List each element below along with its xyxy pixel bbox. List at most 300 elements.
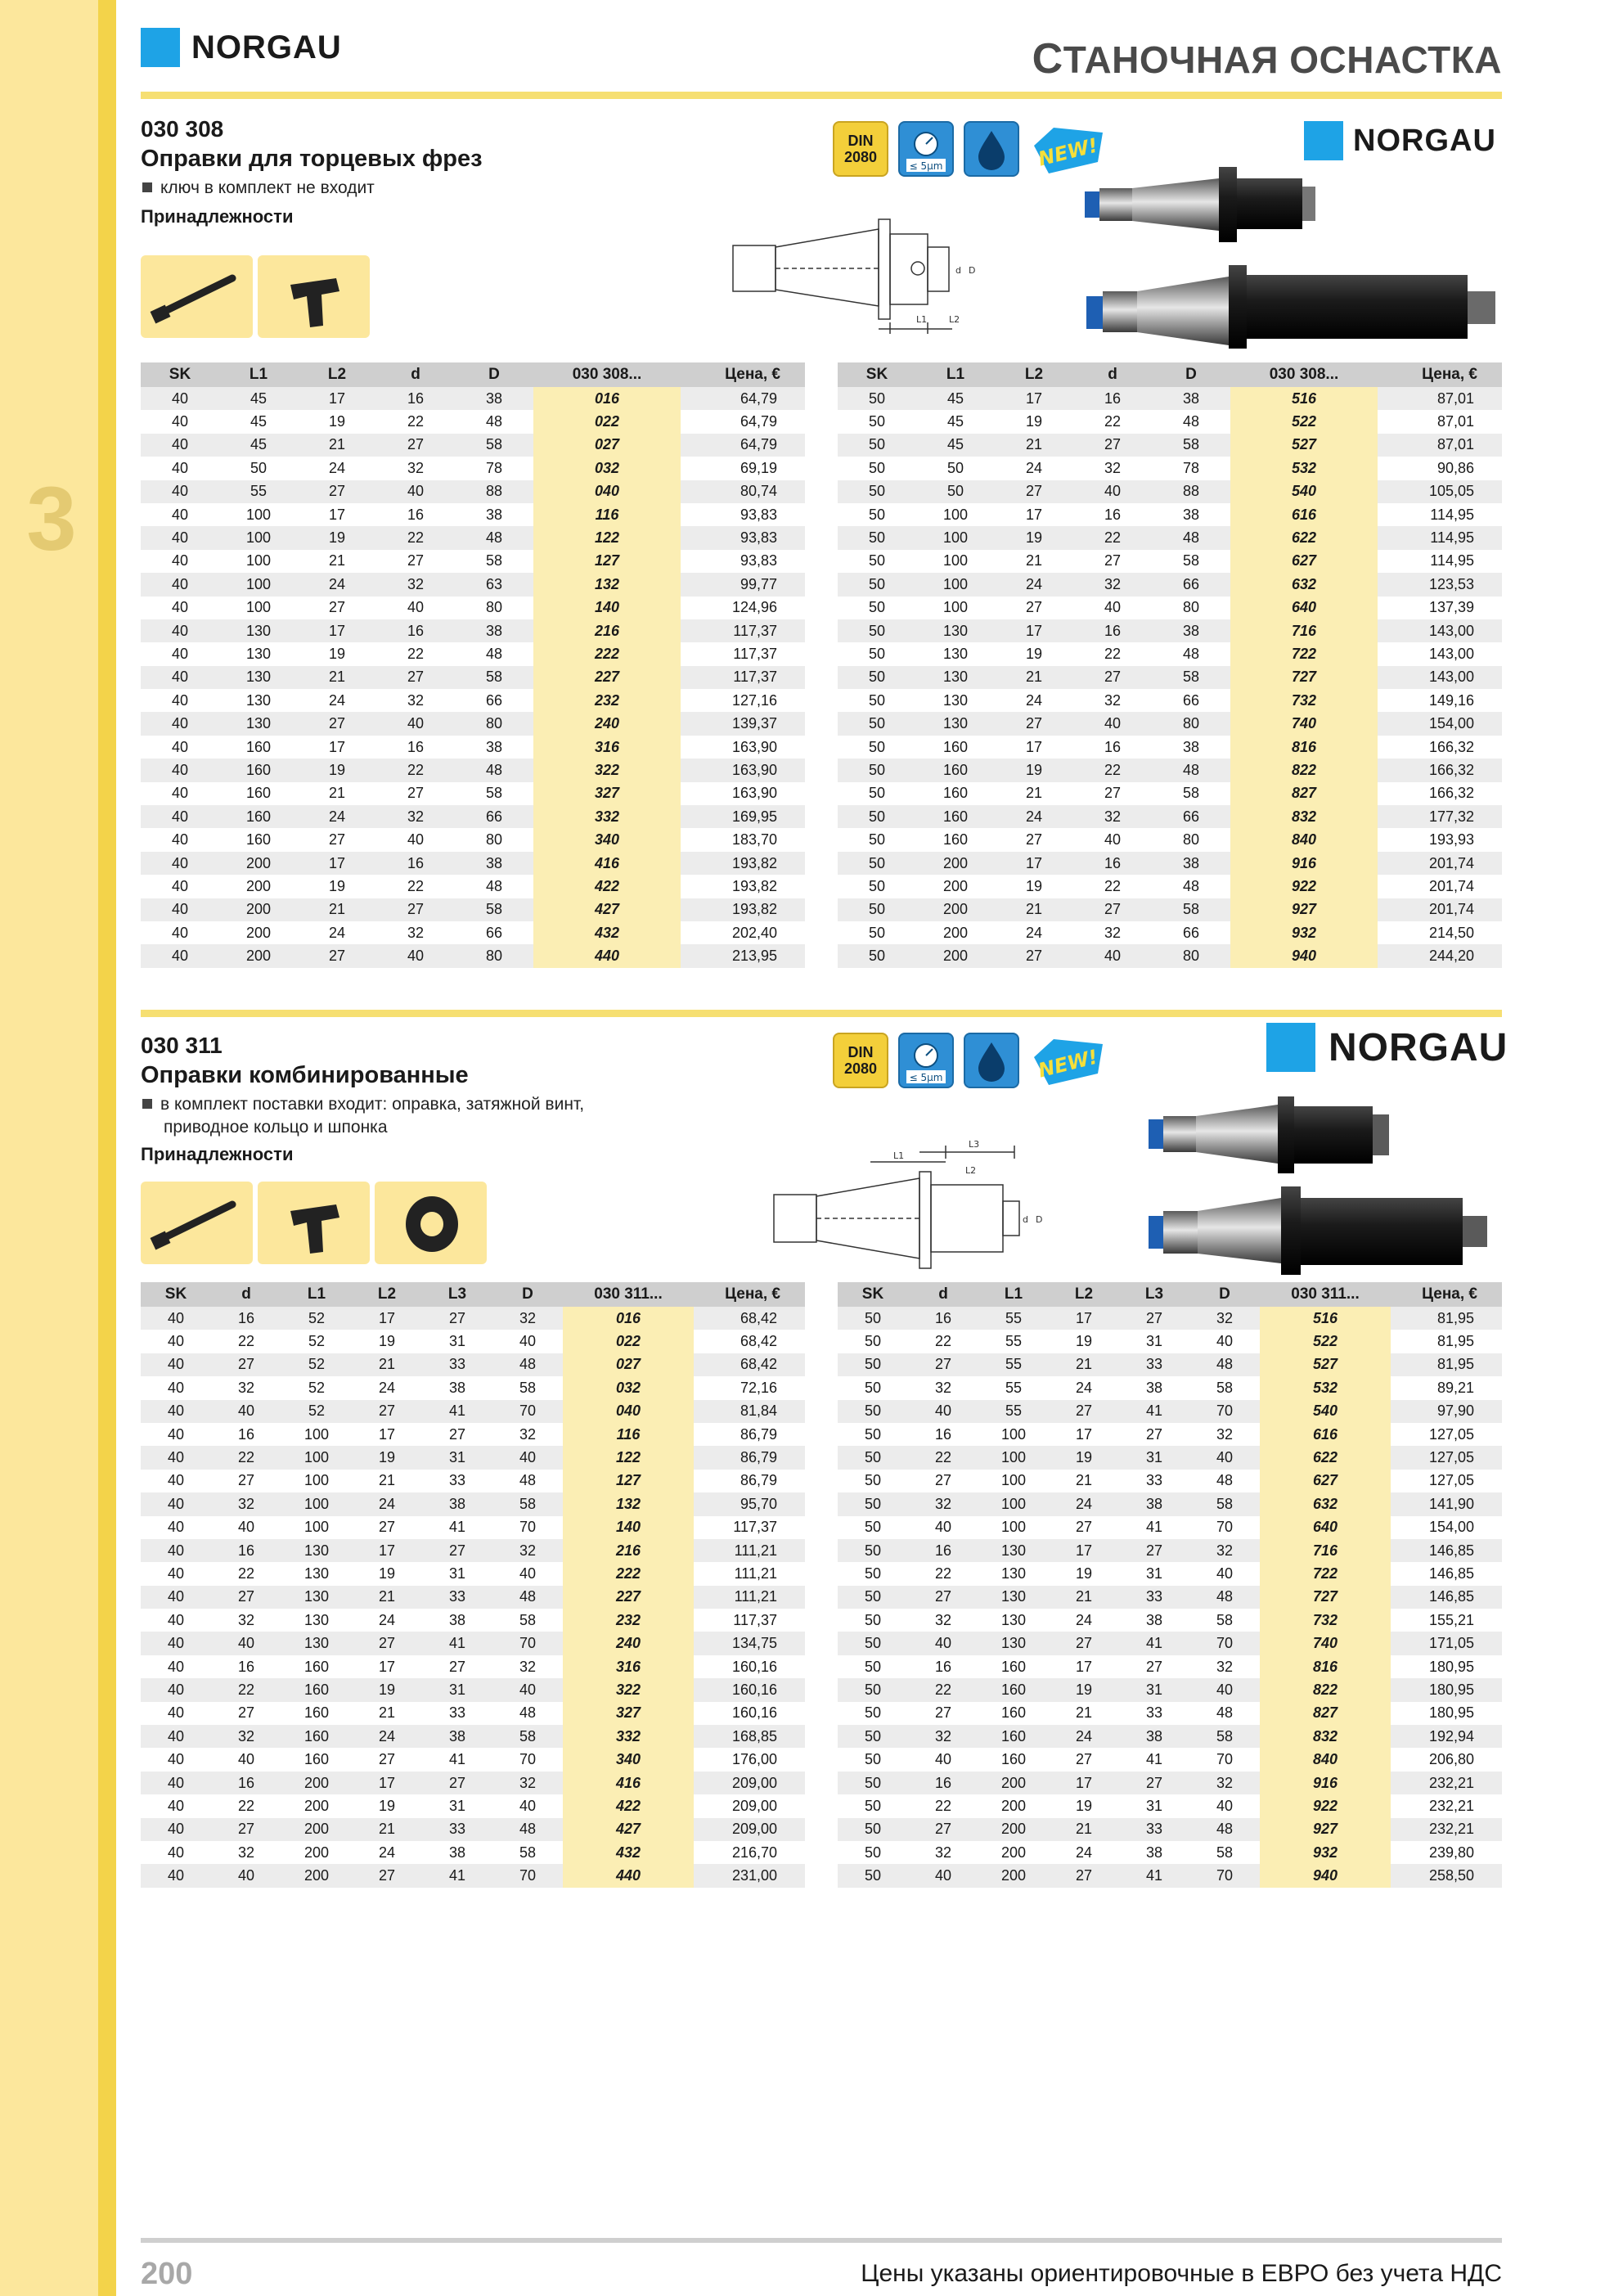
- table-cell: 40: [141, 759, 219, 781]
- table-cell: 50: [838, 782, 916, 805]
- table-cell: 27: [1049, 1516, 1119, 1539]
- article-code-cell: 027: [563, 1353, 694, 1376]
- table-cell: 100: [281, 1446, 352, 1469]
- table-cell: 40: [908, 1516, 978, 1539]
- table-cell: 38: [455, 503, 533, 526]
- table-cell: 66: [1152, 921, 1230, 944]
- table-cell: 40: [492, 1446, 563, 1469]
- table-cell: 200: [219, 875, 298, 898]
- table-cell: 80: [1152, 828, 1230, 851]
- table-cell: 32: [908, 1725, 978, 1748]
- table-cell: 24: [995, 457, 1073, 479]
- article-code-cell: 516: [1260, 1307, 1391, 1330]
- table-cell: 100: [978, 1470, 1049, 1492]
- table-cell: 27: [1049, 1864, 1119, 1887]
- table-cell: 40: [141, 944, 219, 967]
- table-row: [838, 1678, 1502, 1701]
- table-cell: 40: [908, 1864, 978, 1887]
- table-cell: 32: [1189, 1539, 1260, 1562]
- price-cell: 127,05: [1391, 1470, 1502, 1492]
- table-cell: 40: [376, 944, 455, 967]
- table-cell: 40: [141, 921, 219, 944]
- table-cell: 40: [211, 1864, 281, 1887]
- table-row: [141, 1376, 805, 1399]
- table-cell: 32: [908, 1609, 978, 1632]
- table-cell: 22: [211, 1562, 281, 1585]
- table-cell: 16: [376, 736, 455, 759]
- price-cell: 160,16: [694, 1655, 805, 1678]
- section1-code: 030 308: [141, 116, 224, 142]
- table-cell: 27: [211, 1702, 281, 1725]
- table-row: [838, 666, 1502, 689]
- price-cell: 209,00: [694, 1794, 805, 1817]
- table-cell: 48: [455, 875, 533, 898]
- table-cell: 32: [211, 1492, 281, 1515]
- table-cell: 33: [1119, 1470, 1189, 1492]
- table-cell: 160: [978, 1678, 1049, 1701]
- table-row: [838, 526, 1502, 549]
- article-code-cell: 132: [533, 573, 681, 596]
- table-row: [838, 759, 1502, 781]
- col-header: Цена, €: [1391, 1282, 1502, 1307]
- price-cell: 117,37: [681, 619, 805, 642]
- table-cell: 22: [211, 1330, 281, 1353]
- article-code-cell: 940: [1230, 944, 1378, 967]
- article-code-cell: 827: [1230, 782, 1378, 805]
- table-cell: 22: [376, 759, 455, 781]
- table-cell: 32: [376, 457, 455, 479]
- table-cell: 50: [838, 1492, 908, 1515]
- svg-text:L1: L1: [893, 1150, 905, 1161]
- table-cell: 33: [1119, 1353, 1189, 1376]
- table-cell: 58: [1152, 434, 1230, 457]
- article-code-cell: 332: [563, 1725, 694, 1748]
- coolant-drop-icon: [964, 1033, 1019, 1088]
- section-divider-rule: [141, 1010, 1502, 1017]
- article-code-cell: 132: [563, 1492, 694, 1515]
- table-cell: 16: [1073, 503, 1152, 526]
- table-cell: 22: [1073, 875, 1152, 898]
- article-code-cell: 732: [1260, 1609, 1391, 1632]
- accessory-key-wrench[interactable]: [141, 1182, 253, 1264]
- table-cell: 31: [1119, 1446, 1189, 1469]
- table-cell: 40: [141, 619, 219, 642]
- accessory-drive-ring[interactable]: [375, 1182, 487, 1264]
- accessory-key-wrench[interactable]: [141, 255, 253, 338]
- table-cell: 40: [141, 1864, 211, 1887]
- table-row: [838, 434, 1502, 457]
- table-cell: 31: [422, 1562, 492, 1585]
- table-row: [141, 828, 805, 851]
- table-cell: 19: [995, 759, 1073, 781]
- accessory-key-t-bolt[interactable]: [258, 1182, 370, 1264]
- table-cell: 40: [376, 712, 455, 735]
- table-cell: 40: [141, 689, 219, 712]
- table-cell: 40: [141, 457, 219, 479]
- table-cell: 21: [995, 666, 1073, 689]
- article-code-cell: 427: [563, 1818, 694, 1841]
- table-cell: 50: [838, 712, 916, 735]
- price-cell: 127,05: [1391, 1446, 1502, 1469]
- table-cell: 40: [141, 852, 219, 875]
- table-row: [141, 1841, 805, 1864]
- article-code-cell: 927: [1260, 1818, 1391, 1841]
- article-code-cell: 240: [563, 1632, 694, 1654]
- table-cell: 24: [1049, 1725, 1119, 1748]
- price-cell: 68,42: [694, 1353, 805, 1376]
- table-cell: 27: [352, 1400, 422, 1423]
- table-row: [838, 550, 1502, 573]
- table-cell: 58: [1189, 1376, 1260, 1399]
- table-cell: 21: [1049, 1818, 1119, 1841]
- section2-title: Оправки комбинированные: [141, 1062, 469, 1088]
- table-row: [141, 1516, 805, 1539]
- price-cell: 180,95: [1391, 1655, 1502, 1678]
- table-cell: 27: [995, 828, 1073, 851]
- table-cell: 45: [219, 387, 298, 410]
- logo-square-icon: [1304, 121, 1343, 160]
- precision-gauge-icon: [898, 121, 954, 177]
- article-code-cell: 622: [1260, 1446, 1391, 1469]
- table-cell: 16: [908, 1772, 978, 1794]
- price-cell: 124,96: [681, 597, 805, 619]
- table-row: [838, 1400, 1502, 1423]
- table-cell: 48: [1189, 1818, 1260, 1841]
- coolant-drop-icon: [964, 121, 1019, 177]
- footer-note: Цены указаны ориентировочные в ЕВРО без учета НДС: [861, 2260, 1502, 2287]
- table-row: [141, 1539, 805, 1562]
- table-cell: 22: [1073, 526, 1152, 549]
- table-cell: 27: [376, 550, 455, 573]
- table-cell: 41: [1119, 1864, 1189, 1887]
- table-cell: 22: [1073, 410, 1152, 433]
- article-code-cell: 440: [533, 944, 681, 967]
- price-cell: 87,01: [1378, 410, 1502, 433]
- table-row: [141, 1353, 805, 1376]
- table-cell: 130: [978, 1632, 1049, 1654]
- table-row: [141, 1748, 805, 1771]
- table-cell: 16: [211, 1539, 281, 1562]
- table-cell: 130: [978, 1562, 1049, 1585]
- table-cell: 40: [141, 1841, 211, 1864]
- article-code-cell: 722: [1260, 1562, 1391, 1585]
- table-cell: 38: [455, 736, 533, 759]
- article-code-cell: 327: [533, 782, 681, 805]
- price-cell: 258,50: [1391, 1864, 1502, 1887]
- table-row: [141, 526, 805, 549]
- table-cell: 66: [455, 805, 533, 828]
- table-cell: 38: [1119, 1725, 1189, 1748]
- table-cell: 38: [1119, 1841, 1189, 1864]
- table-cell: 50: [838, 1632, 908, 1654]
- table-cell: 40: [141, 1470, 211, 1492]
- table-cell: 160: [916, 736, 995, 759]
- table-cell: 32: [1073, 689, 1152, 712]
- table-cell: 17: [1049, 1307, 1119, 1330]
- table-cell: 70: [492, 1516, 563, 1539]
- table-cell: 17: [352, 1539, 422, 1562]
- article-code-cell: 040: [563, 1400, 694, 1423]
- table-cell: 50: [838, 828, 916, 851]
- table-cell: 32: [908, 1492, 978, 1515]
- table-cell: 19: [1049, 1330, 1119, 1353]
- price-cell: 89,21: [1391, 1376, 1502, 1399]
- table-row: [838, 1470, 1502, 1492]
- table-cell: 78: [455, 457, 533, 479]
- t-bolt-icon: [258, 1182, 370, 1264]
- table-cell: 40: [141, 875, 219, 898]
- table-cell: 40: [141, 1794, 211, 1817]
- table-cell: 27: [1119, 1772, 1189, 1794]
- table-cell: 32: [1189, 1655, 1260, 1678]
- table-row: [141, 898, 805, 921]
- table-cell: 50: [838, 1702, 908, 1725]
- table-cell: 52: [281, 1353, 352, 1376]
- table-cell: 27: [376, 782, 455, 805]
- table-cell: 48: [492, 1818, 563, 1841]
- table-cell: 160: [978, 1725, 1049, 1748]
- table-cell: 200: [916, 852, 995, 875]
- table-cell: 48: [1152, 410, 1230, 433]
- table-row: [838, 1725, 1502, 1748]
- price-cell: 86,79: [694, 1446, 805, 1469]
- table-cell: 48: [1152, 526, 1230, 549]
- table-cell: 17: [298, 503, 376, 526]
- table-cell: 16: [1073, 387, 1152, 410]
- article-code-cell: 816: [1260, 1655, 1391, 1678]
- table-cell: 50: [838, 1400, 908, 1423]
- col-header: L1: [978, 1282, 1049, 1307]
- table-cell: 100: [916, 526, 995, 549]
- table-cell: 58: [1152, 550, 1230, 573]
- price-cell: 206,80: [1391, 1748, 1502, 1771]
- article-code-cell: 616: [1230, 503, 1378, 526]
- article-code-cell: 416: [533, 852, 681, 875]
- table-cell: 24: [298, 689, 376, 712]
- price-cell: 163,90: [681, 759, 805, 781]
- table-cell: 50: [838, 1864, 908, 1887]
- table-cell: 40: [1189, 1678, 1260, 1701]
- table-cell: 58: [492, 1492, 563, 1515]
- col-header: D: [1189, 1282, 1260, 1307]
- svg-text:L2: L2: [949, 314, 960, 325]
- table-row: [141, 1678, 805, 1701]
- table-row: [838, 642, 1502, 665]
- table-cell: 33: [1119, 1702, 1189, 1725]
- table-cell: 21: [352, 1470, 422, 1492]
- table-cell: 58: [492, 1841, 563, 1864]
- table-row: [141, 1400, 805, 1423]
- table-cell: 40: [141, 1772, 211, 1794]
- table-cell: 40: [141, 410, 219, 433]
- table-row: [838, 898, 1502, 921]
- table-cell: 55: [978, 1353, 1049, 1376]
- svg-text:NEW!: NEW!: [1036, 1045, 1100, 1083]
- article-code-cell: 140: [563, 1516, 694, 1539]
- table-row: [838, 1841, 1502, 1864]
- table-cell: 19: [352, 1562, 422, 1585]
- table-cell: 160: [916, 782, 995, 805]
- table-cell: 27: [298, 944, 376, 967]
- table-cell: 21: [352, 1586, 422, 1609]
- price-cell: 93,83: [681, 503, 805, 526]
- price-cell: 87,01: [1378, 387, 1502, 410]
- table-cell: 80: [1152, 944, 1230, 967]
- table-cell: 70: [492, 1400, 563, 1423]
- table-cell: 40: [908, 1400, 978, 1423]
- table-cell: 17: [298, 736, 376, 759]
- col-header: L2: [995, 362, 1073, 387]
- article-code-cell: 522: [1230, 410, 1378, 433]
- price-cell: 232,21: [1391, 1772, 1502, 1794]
- table-cell: 200: [978, 1841, 1049, 1864]
- article-code-cell: 527: [1260, 1353, 1391, 1376]
- table-cell: 32: [1073, 457, 1152, 479]
- price-cell: 111,21: [694, 1539, 805, 1562]
- table-cell: 40: [141, 573, 219, 596]
- table-row: [141, 1864, 805, 1887]
- bullet-icon: [142, 182, 152, 192]
- price-cell: 155,21: [1391, 1609, 1502, 1632]
- table-cell: 24: [298, 457, 376, 479]
- table-row: [141, 573, 805, 596]
- table-cell: 50: [838, 619, 916, 642]
- table-cell: 38: [455, 619, 533, 642]
- section2-table-sk40: [141, 1282, 805, 1888]
- table-cell: 27: [376, 434, 455, 457]
- table-cell: 58: [1189, 1609, 1260, 1632]
- table-cell: 27: [422, 1423, 492, 1446]
- table-cell: 40: [141, 1655, 211, 1678]
- table-cell: 41: [422, 1864, 492, 1887]
- table-row: [141, 480, 805, 503]
- table-cell: 100: [219, 526, 298, 549]
- article-code-cell: 422: [563, 1794, 694, 1817]
- table-cell: 50: [838, 875, 916, 898]
- article-code-cell: 532: [1260, 1376, 1391, 1399]
- table-cell: 58: [492, 1725, 563, 1748]
- table-cell: 160: [219, 805, 298, 828]
- table-row: [141, 1632, 805, 1654]
- accessory-key-t-bolt[interactable]: [258, 255, 370, 338]
- price-cell: 163,90: [681, 736, 805, 759]
- price-cell: 201,74: [1378, 852, 1502, 875]
- article-code-cell: 922: [1230, 875, 1378, 898]
- table-cell: 40: [141, 1376, 211, 1399]
- table-cell: 40: [141, 526, 219, 549]
- table-cell: 50: [838, 1307, 908, 1330]
- table-cell: 55: [978, 1307, 1049, 1330]
- table-row: [838, 1702, 1502, 1725]
- table-cell: 27: [908, 1353, 978, 1376]
- table-cell: 24: [352, 1725, 422, 1748]
- article-code-cell: 022: [533, 410, 681, 433]
- article-code-cell: 032: [563, 1376, 694, 1399]
- page-number: 200: [141, 2257, 193, 2291]
- price-cell: 64,79: [681, 387, 805, 410]
- table-row: [838, 597, 1502, 619]
- col-header: SK: [838, 1282, 908, 1307]
- article-code-cell: 240: [533, 712, 681, 735]
- price-cell: 232,21: [1391, 1818, 1502, 1841]
- table-cell: 31: [422, 1678, 492, 1701]
- table-cell: 160: [281, 1678, 352, 1701]
- price-cell: 213,95: [681, 944, 805, 967]
- article-code-cell: 832: [1260, 1725, 1391, 1748]
- article-code-cell: 016: [563, 1307, 694, 1330]
- table-cell: 19: [995, 410, 1073, 433]
- table-cell: 19: [352, 1794, 422, 1817]
- table-row: [838, 1492, 1502, 1515]
- table-cell: 200: [916, 875, 995, 898]
- table-cell: 27: [1119, 1539, 1189, 1562]
- table-cell: 100: [978, 1423, 1049, 1446]
- article-code-cell: 340: [563, 1748, 694, 1771]
- table-cell: 16: [376, 619, 455, 642]
- table-row: [141, 712, 805, 735]
- table-cell: 100: [916, 503, 995, 526]
- table-cell: 40: [211, 1516, 281, 1539]
- table-cell: 160: [219, 828, 298, 851]
- svg-text:NEW!: NEW!: [1036, 133, 1100, 171]
- price-cell: 192,94: [1391, 1725, 1502, 1748]
- table-cell: 21: [298, 550, 376, 573]
- table-cell: 48: [492, 1353, 563, 1376]
- din-2080-badge: DIN 2080: [833, 1033, 888, 1088]
- table-row: [838, 503, 1502, 526]
- table-cell: 160: [281, 1748, 352, 1771]
- table-cell: 22: [211, 1678, 281, 1701]
- section2-table-sk50: [838, 1282, 1502, 1888]
- article-code-cell: 632: [1260, 1492, 1391, 1515]
- col-header: L2: [1049, 1282, 1119, 1307]
- table-cell: 40: [211, 1748, 281, 1771]
- table-cell: 22: [376, 875, 455, 898]
- table-cell: 38: [1119, 1376, 1189, 1399]
- table-cell: 17: [298, 619, 376, 642]
- table-cell: 80: [455, 828, 533, 851]
- svg-text:L2: L2: [965, 1165, 977, 1176]
- table-row: [838, 1307, 1502, 1330]
- table-cell: 32: [492, 1423, 563, 1446]
- article-code-cell: 827: [1260, 1702, 1391, 1725]
- price-cell: 141,90: [1391, 1492, 1502, 1515]
- article-code-cell: 227: [563, 1586, 694, 1609]
- table-cell: 17: [1049, 1539, 1119, 1562]
- table-cell: 70: [1189, 1864, 1260, 1887]
- table-cell: 16: [211, 1423, 281, 1446]
- price-cell: 143,00: [1378, 666, 1502, 689]
- price-cell: 216,70: [694, 1841, 805, 1864]
- table-cell: 48: [455, 642, 533, 665]
- table-cell: 40: [141, 1492, 211, 1515]
- table-cell: 58: [455, 782, 533, 805]
- table-cell: 27: [995, 712, 1073, 735]
- price-cell: 64,79: [681, 410, 805, 433]
- table-cell: 27: [352, 1516, 422, 1539]
- table-cell: 58: [1189, 1841, 1260, 1864]
- svg-text:L3: L3: [969, 1139, 980, 1150]
- table-cell: 22: [211, 1446, 281, 1469]
- price-cell: 117,37: [694, 1609, 805, 1632]
- table-cell: 24: [352, 1841, 422, 1864]
- table-cell: 55: [978, 1400, 1049, 1423]
- table-row: [141, 457, 805, 479]
- header-rule: [141, 92, 1502, 99]
- table-cell: 40: [141, 480, 219, 503]
- table-row: [141, 736, 805, 759]
- article-code-cell: 622: [1230, 526, 1378, 549]
